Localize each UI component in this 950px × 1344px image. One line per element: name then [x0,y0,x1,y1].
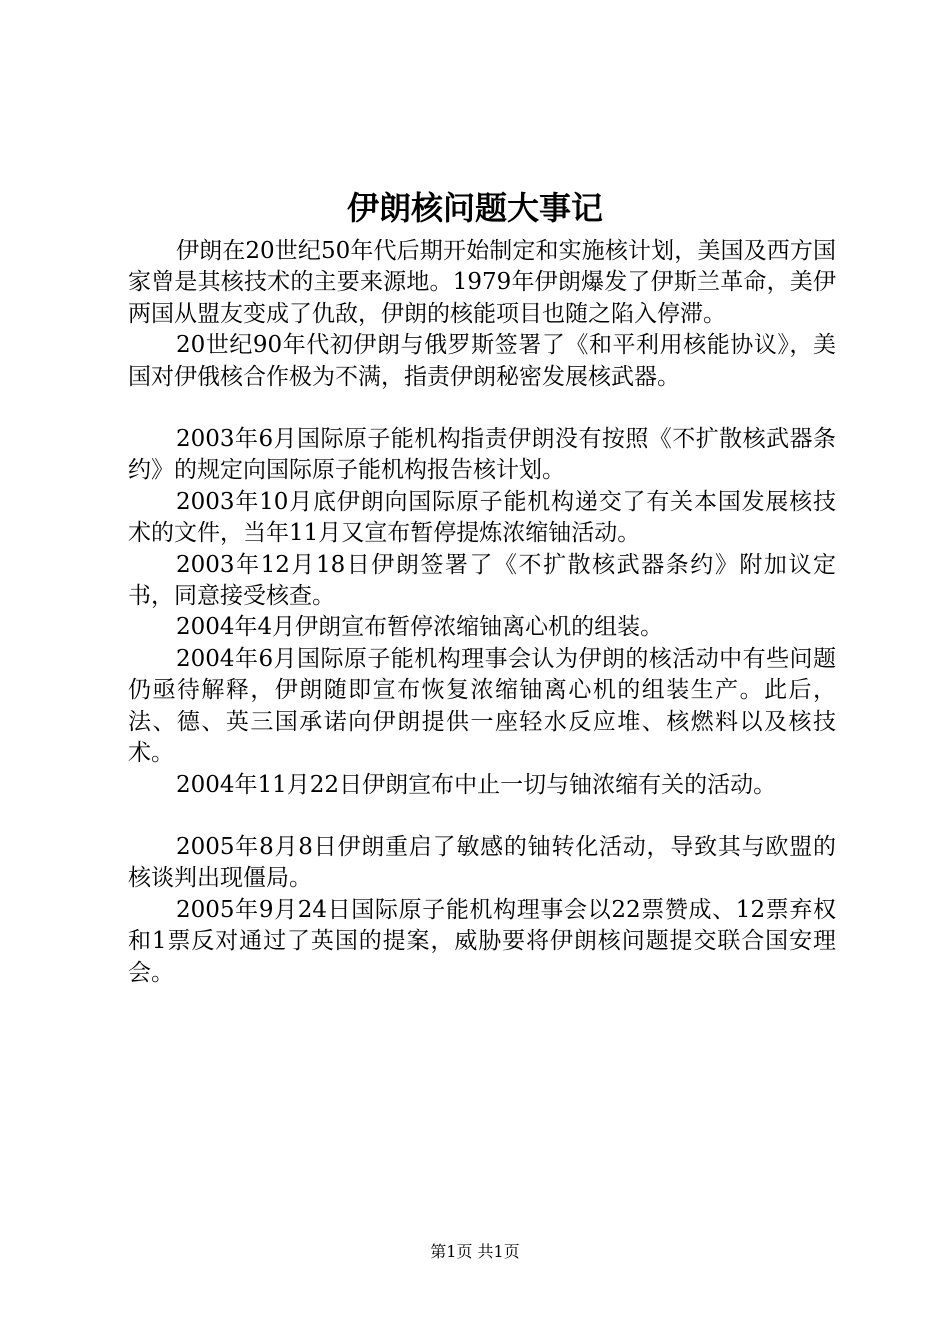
page-footer: 第1页 共1页 [430,1242,520,1261]
paragraph-2003-december: 2003年12月18日伊朗签署了《不扩散核武器条约》附加议定书，同意接受核查。 [128,551,836,610]
document-body [128,236,836,989]
paragraph-1990s: 20世纪90年代初伊朗与俄罗斯签署了《和平利用核能协议》，美国对伊俄核合作极为不满，指责伊朗秘密发展核武器。 [128,332,836,390]
page-title: 伊朗核问题大事记 [346,189,603,227]
paragraph-2003-october: 2003年10月底伊朗向国际原子能机构递交了有关本国发展核技术的文件，当年11月又宣布暂停提炼浓缩铀活动。 [128,488,836,547]
paragraph-2005-august: 2005年8月8日伊朗重启了敏感的铀转化活动，导致其与欧盟的核谈判出现僵局。 [128,833,836,892]
paragraph-background: 伊朗在20世纪50年代后期开始制定和实施核计划，美国及西方国家曾是其核技术的主要来源地。1979年伊朗爆发了伊斯兰革命，美伊两国从盟友变成了仇敌，伊朗的核能项目也随之陷入停滞。 [128,238,836,327]
paragraph-2004-november: 2004年11月22日伊朗宣布中止一切与铀浓缩有关的活动。 [176,771,777,798]
paragraph-2004-april: 2004年4月伊朗宣布暂停浓缩铀离心机的组装。 [176,614,664,641]
paragraph-2004-june: 2004年6月国际原子能机构理事会认为伊朗的核活动中有些问题仍亟待解释，伊朗随即宣布恢复浓缩铀离心机的组装生产。此后，法、德、英三国承诺向伊朗提供一座轻水反应堆、核燃料以及核技术。 [128,645,836,767]
paragraph-2003-june: 2003年6月国际原子能机构指责伊朗没有按照《不扩散核武器条约》的规定向国际原子能机构报告核计划。 [128,426,836,484]
paragraph-2005-september: 2005年9月24日国际原子能机构理事会以22票赞成、12票弃权和1票反对通过了英国的提案，威胁要将伊朗核问题提交联合国安理会。 [128,896,836,986]
